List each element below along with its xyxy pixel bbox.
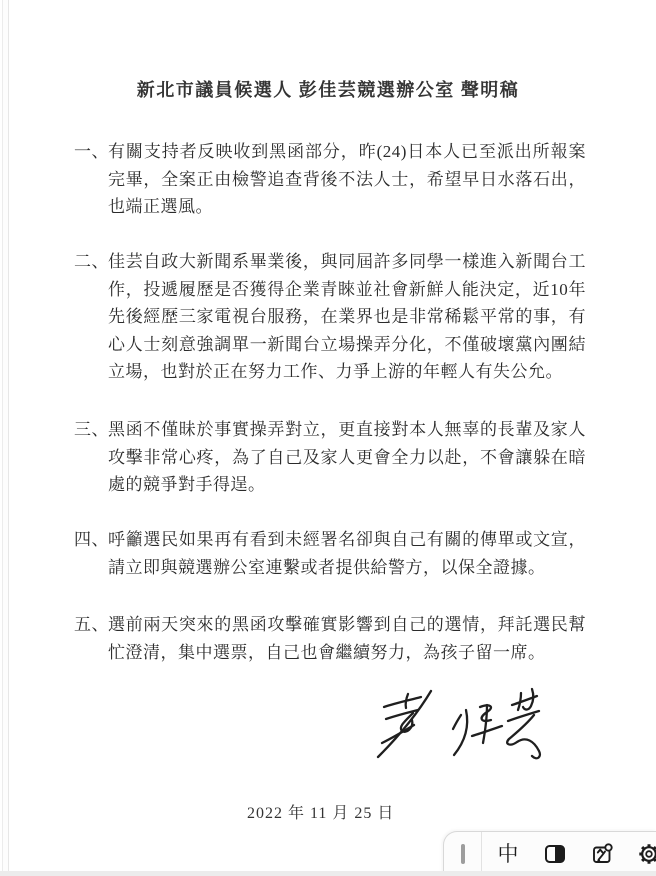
paragraph-marker: 三、 — [74, 420, 109, 439]
paragraph-text: 黑函不僅昧於事實操弄對立，更直接對本人無辜的長輩及家人攻擊非常心疼，為了自己及家人更會全力以赴，不會讓躲在暗處的競爭對手得逞。 — [108, 420, 586, 494]
contrast-button[interactable] — [544, 843, 566, 865]
pen-annotation-icon — [591, 843, 613, 865]
statement-paragraph — [74, 611, 586, 666]
paragraph-marker: 二、 — [74, 252, 109, 271]
statement-paragraph — [74, 248, 586, 386]
drag-handle-pill — [461, 844, 465, 864]
page-edge-line — [2, 0, 9, 876]
translate-button[interactable] — [497, 843, 519, 865]
paragraph-text: 佳芸自政大新聞系畢業後，與同屆許多同學一樣進入新聞台工作，投遞履歷是否獲得企業青睞並社會新鮮人能決定，近10年先後經歷三家電視台服務，在業界也是非常稀鬆平常的事，有心人士刻意強調單一新聞台立場操弄分化，不僅破壞黨內團結立場，也對於正在努力工作、力爭上游的年輕人有失公允。 — [108, 252, 586, 381]
statement-paragraph — [74, 138, 586, 221]
signature-handwriting — [366, 684, 554, 784]
paragraph-text: 選前兩天突來的黑函攻擊確實影響到自己的選情，拜託選民幫忙澄清，集中選票，自己也會繼續努力，為孩子留一席。 — [108, 615, 586, 662]
paragraph-marker: 一、 — [74, 142, 109, 161]
translate-chinese-icon: 中 — [497, 842, 519, 866]
paragraph-marker: 四、 — [74, 530, 109, 549]
settings-button[interactable] — [638, 843, 656, 865]
drag-handle[interactable] — [444, 832, 481, 876]
bottom-ui-strip — [0, 871, 656, 876]
paragraph-text: 有關支持者反映收到黑函部分，昨(24)日本人已至派出所報案完畢，全案正由檢警追查背後不法人士，希望早日水落石出，也端正選風。 — [108, 142, 586, 216]
document-title: 新北市議員候選人 彭佳芸競選辦公室 聲明稿 — [136, 80, 520, 100]
contrast-split-icon — [544, 843, 566, 865]
gear-icon — [638, 843, 656, 865]
statement-paragraph — [74, 526, 586, 581]
document-date: 2022 年 11 月 25 日 — [247, 805, 395, 822]
annotate-button[interactable] — [591, 843, 613, 865]
statement-paragraph — [74, 416, 586, 499]
floating-toolbar — [443, 831, 656, 876]
paragraph-text: 呼籲選民如果再有看到未經署名卻與自己有關的傳單或文宣，請立即與競選辦公室連繫或者提供給警方，以保全證據。 — [108, 530, 586, 577]
paragraph-marker: 五、 — [74, 615, 109, 634]
